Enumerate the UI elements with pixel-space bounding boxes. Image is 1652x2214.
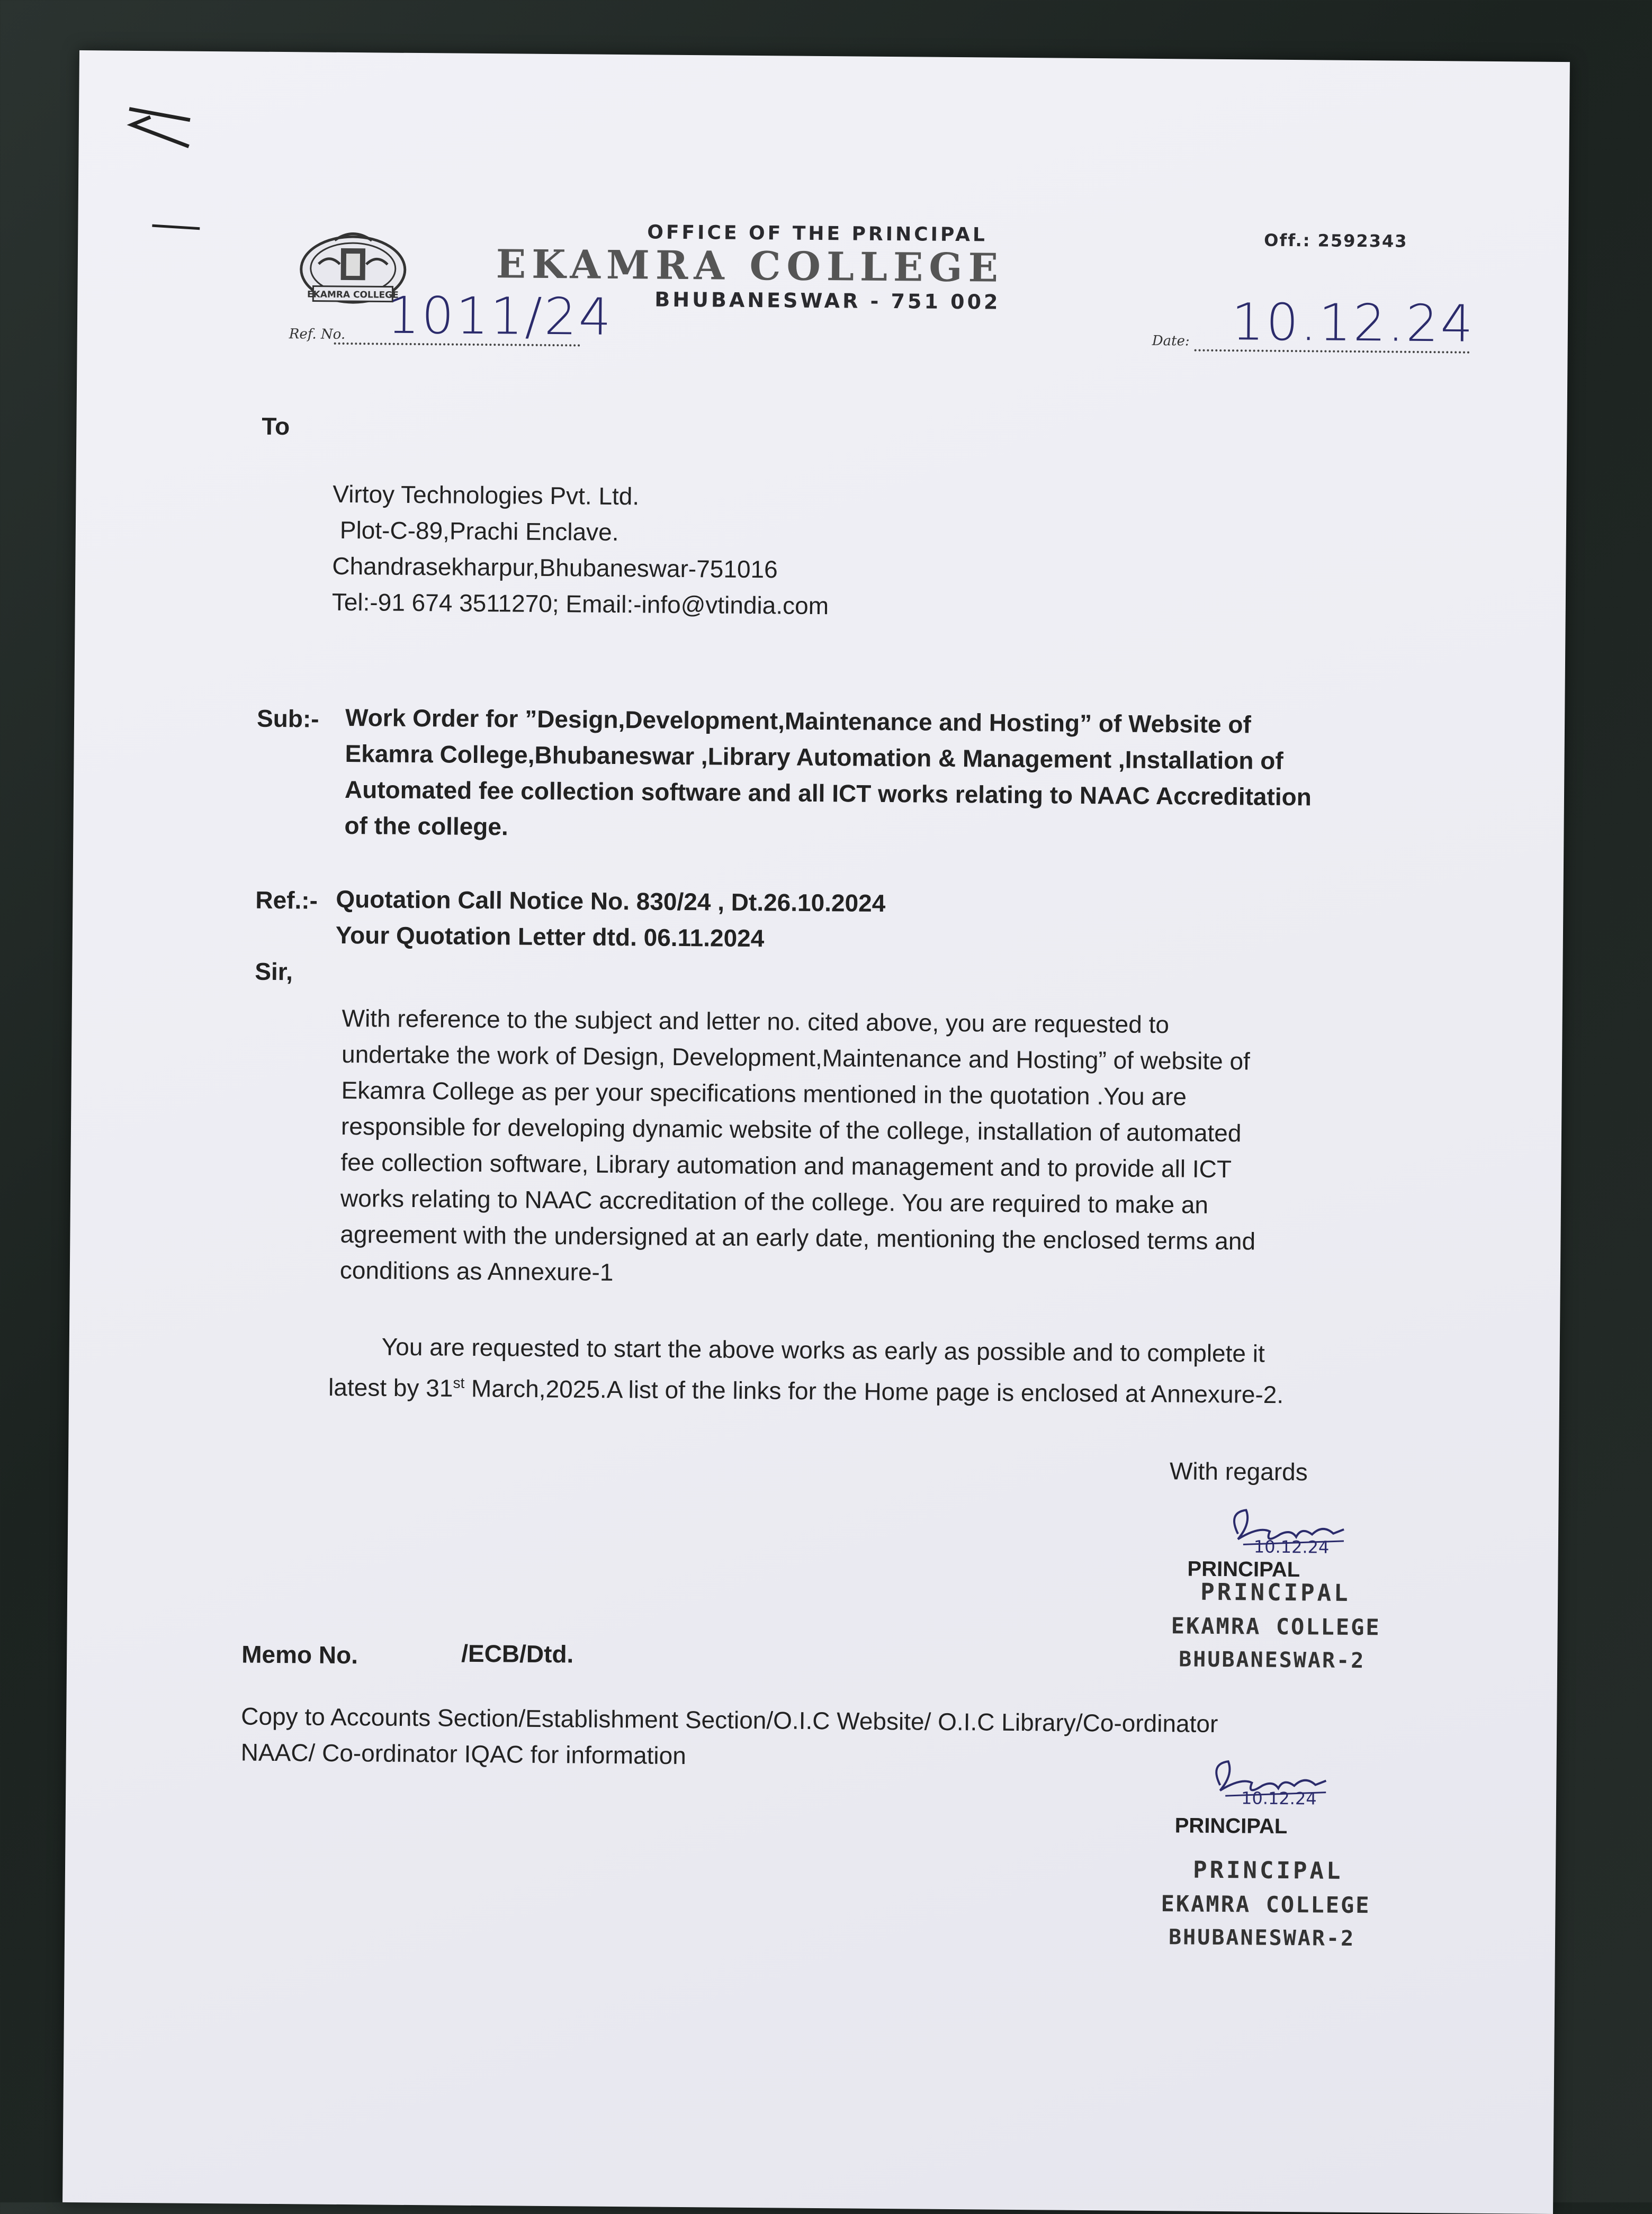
ref-label: Ref. No. [289, 326, 346, 343]
ref-number: 1011/24 [387, 285, 614, 347]
paragraph-line: With reference to the subject and letter no. cited above, you are requested to [342, 1004, 1170, 1039]
paragraph-line: works relating to NAAC accreditation of the college. You are required to make an [340, 1184, 1209, 1219]
date-label: Date: [1152, 332, 1190, 349]
reference-text [336, 881, 886, 957]
copy-to-line: NAAC/ Co-ordinator IQAC for information [240, 1738, 687, 1770]
signature-date-2: 10.12.24 [1241, 1788, 1317, 1809]
paragraph-line: Ekamra College as per your specifications mentioned in the quotation .You are [341, 1076, 1187, 1111]
paragraph-line: conditions as Annexure-1 [339, 1256, 614, 1286]
body-paragraph-2 [328, 1328, 1284, 1412]
college-city: BHUBANESWAR - 751 002 [654, 287, 1001, 314]
to-label: To [262, 412, 290, 440]
closing-regards: With regards [1169, 1457, 1308, 1486]
stamp-2-line-1: PRINCIPAL [1192, 1856, 1343, 1885]
memo-suffix: /ECB/Dtd. [461, 1639, 574, 1668]
stamp-1-line-1: PRINCIPAL [1200, 1578, 1351, 1607]
college-name: EKAMRA COLLEGE [496, 241, 1004, 291]
paragraph-line: You are requested to start the above works as early as possible and to complete it [381, 1333, 1265, 1367]
reference-label: Ref.:- [255, 886, 318, 914]
signatory-title-1: PRINCIPAL [1187, 1557, 1300, 1582]
reference-line: Quotation Call Notice No. 830/24 , Dt.26.10.2024 [336, 885, 886, 917]
paragraph-line: agreement with the undersigned at an early date, mentioning the enclosed terms and [340, 1220, 1256, 1255]
subject-label: Sub:- [256, 704, 319, 733]
emblem-text: EKAMRA COLLEGE [307, 289, 399, 301]
body-paragraph-1 [340, 1000, 1258, 1295]
stamp-2-line-3: BHUBANESWAR-2 [1168, 1925, 1355, 1951]
paragraph-line: undertake the work of Design, Development,Maintenance and Hosting” of website of [341, 1040, 1251, 1075]
recipient-line: Chandrasekharpur,Bhubaneswar-751016 [332, 552, 778, 583]
recipient-line: Plot-C-89,Prachi Enclave. [339, 516, 619, 546]
pen-marks [125, 93, 201, 231]
signatory-title-2: PRINCIPAL [1174, 1814, 1288, 1839]
stamp-2-line-2: EKAMRA COLLEGE [1161, 1891, 1371, 1919]
copy-to [240, 1698, 1218, 1777]
date-value: 10.12.24 [1231, 292, 1475, 354]
subject-text [344, 699, 1312, 851]
paragraph-line: responsible for developing dynamic website of the college, installation of automated [340, 1112, 1242, 1147]
deadline-ordinal: st [453, 1374, 465, 1391]
recipient-address [332, 476, 830, 624]
reference-line: Your Quotation Letter dtd. 06.11.2024 [335, 921, 765, 952]
office-heading: OFFICE OF THE PRINCIPAL [647, 221, 988, 246]
paragraph-line [328, 1364, 1284, 1412]
subject-line: Work Order for ”Design,Development,Maintenance and Hosting” of Website of [345, 703, 1252, 739]
letter-paper [62, 50, 1570, 2214]
deadline-prefix: latest by 31 [328, 1373, 453, 1402]
paragraph-line: fee collection software, Library automation and management and to provide all ICT [340, 1148, 1232, 1183]
subject-line: Ekamra College,Bhubaneswar ,Library Automation & Management ,Installation of [345, 739, 1283, 775]
subject-line: of the college. [344, 811, 508, 841]
memo-label: Memo No. [241, 1640, 358, 1669]
copy-to-line: Copy to Accounts Section/Establishment Section/O.I.C Website/ O.I.C Library/Co-ordinator [241, 1702, 1218, 1738]
stamp-1-line-2: EKAMRA COLLEGE [1171, 1613, 1381, 1641]
recipient-line: Virtoy Technologies Pvt. Ltd. [333, 480, 640, 510]
office-phone: Off.: 2592343 [1264, 230, 1408, 251]
signature-date-1: 10.12.24 [1253, 1536, 1330, 1558]
subject-line: Automated fee collection software and all ICT works relating to NAAC Accreditation [344, 775, 1312, 811]
recipient-line: Tel:-91 674 3511270; Email:-info@vtindia.com [331, 588, 829, 620]
salutation: Sir, [255, 957, 293, 986]
deadline-suffix: March,2025.A list of the links for the Home page is enclosed at Annexure-2. [464, 1374, 1284, 1409]
stamp-1-line-3: BHUBANESWAR-2 [1179, 1647, 1366, 1673]
